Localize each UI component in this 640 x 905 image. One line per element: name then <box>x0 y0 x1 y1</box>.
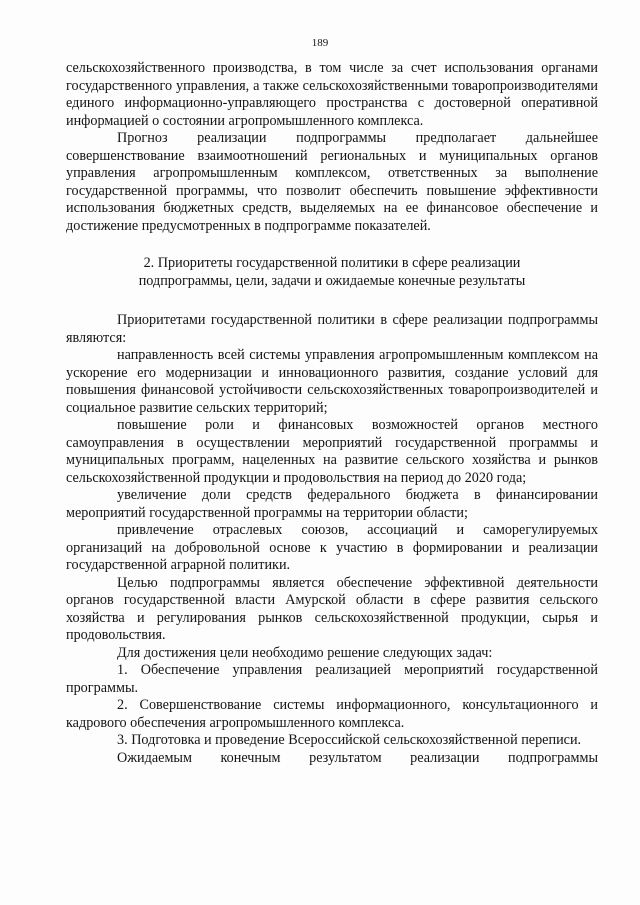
section-heading-line: 2. Приоритеты государственной политики в сфере реализации <box>143 255 521 271</box>
paragraph: повышение роли и финансовых возможностей органов местного самоуправления в осуществлении мероприятий государственной программы и муниципальных программ, нацеленных на развитие сельского хозяйства и рынков сельскохозяйственной продукции и продовольствия на период до 2020 года; <box>66 417 598 486</box>
task-item: 2. Совершенствование системы информационного, консультационного и кадрового обеспечения агропромышленного комплекса. <box>66 697 598 731</box>
task-item: 3. Подготовка и проведение Всероссийской сельскохозяйственной переписи. <box>117 732 582 748</box>
paragraph: Для достижения цели необходимо решение следующих задач: <box>117 644 493 661</box>
paragraph: Ожидаемым конечным результатом реализации подпрограммы <box>117 749 598 766</box>
paragraph: Целью подпрограммы является обеспечение эффективной деятельности органов государственной власти Амурской области в сфере развития сельского хозяйства и регулирования рынков сельскохозяйственной продукции, сырья и продовольствия. <box>66 574 598 643</box>
document-body <box>66 60 598 767</box>
paragraph: Приоритетами государственной политики в сфере реализации подпрограммы являются: <box>66 312 598 346</box>
paragraph: сельскохозяйственного производства, в том числе за счет использования органами государственного управления, а также сельскохозяйственными товаропроизводителями единого информационно-управляющего пространства с достоверной оперативной информацией о состоянии агропромышленного комплекса. <box>66 60 598 129</box>
section-heading-line: подпрограммы, цели, задачи и ожидаемые конечные результаты <box>138 272 526 289</box>
paragraph: увеличение доли средств федерального бюджета в финансировании мероприятий государственной программы на территории области; <box>66 487 598 521</box>
task-item: 1. Обеспечение управления реализацией мероприятий государственной программы. <box>66 662 598 696</box>
paragraph: направленность всей системы управления агропромышленным комплексом на ускорение его модернизации и инновационного развития, создание условий для повышения финансовой устойчивости сельскохозяйственных товаропроизводителей и социальное развитие сельских территорий; <box>66 347 598 416</box>
paragraph: Прогноз реализации подпрограммы предполагает дальнейшее совершенствование взаимоотношений региональных и муниципальных органов управления агропромышленным комплексом, ответственных за выполнение государственной программы, что позволит обеспечить повышение эффективности использования бюджетных средств, выделяемых на ее финансовое обеспечение и достижение предусмотренных в подпрограмме показателей. <box>66 130 598 234</box>
page-number: 189 <box>311 37 329 49</box>
paragraph: привлечение отраслевых союзов, ассоциаций и саморегулируемых организаций на добровольной основе к участию в формировании и реализации государственной аграрной политики. <box>66 522 598 573</box>
section-heading <box>66 255 598 290</box>
